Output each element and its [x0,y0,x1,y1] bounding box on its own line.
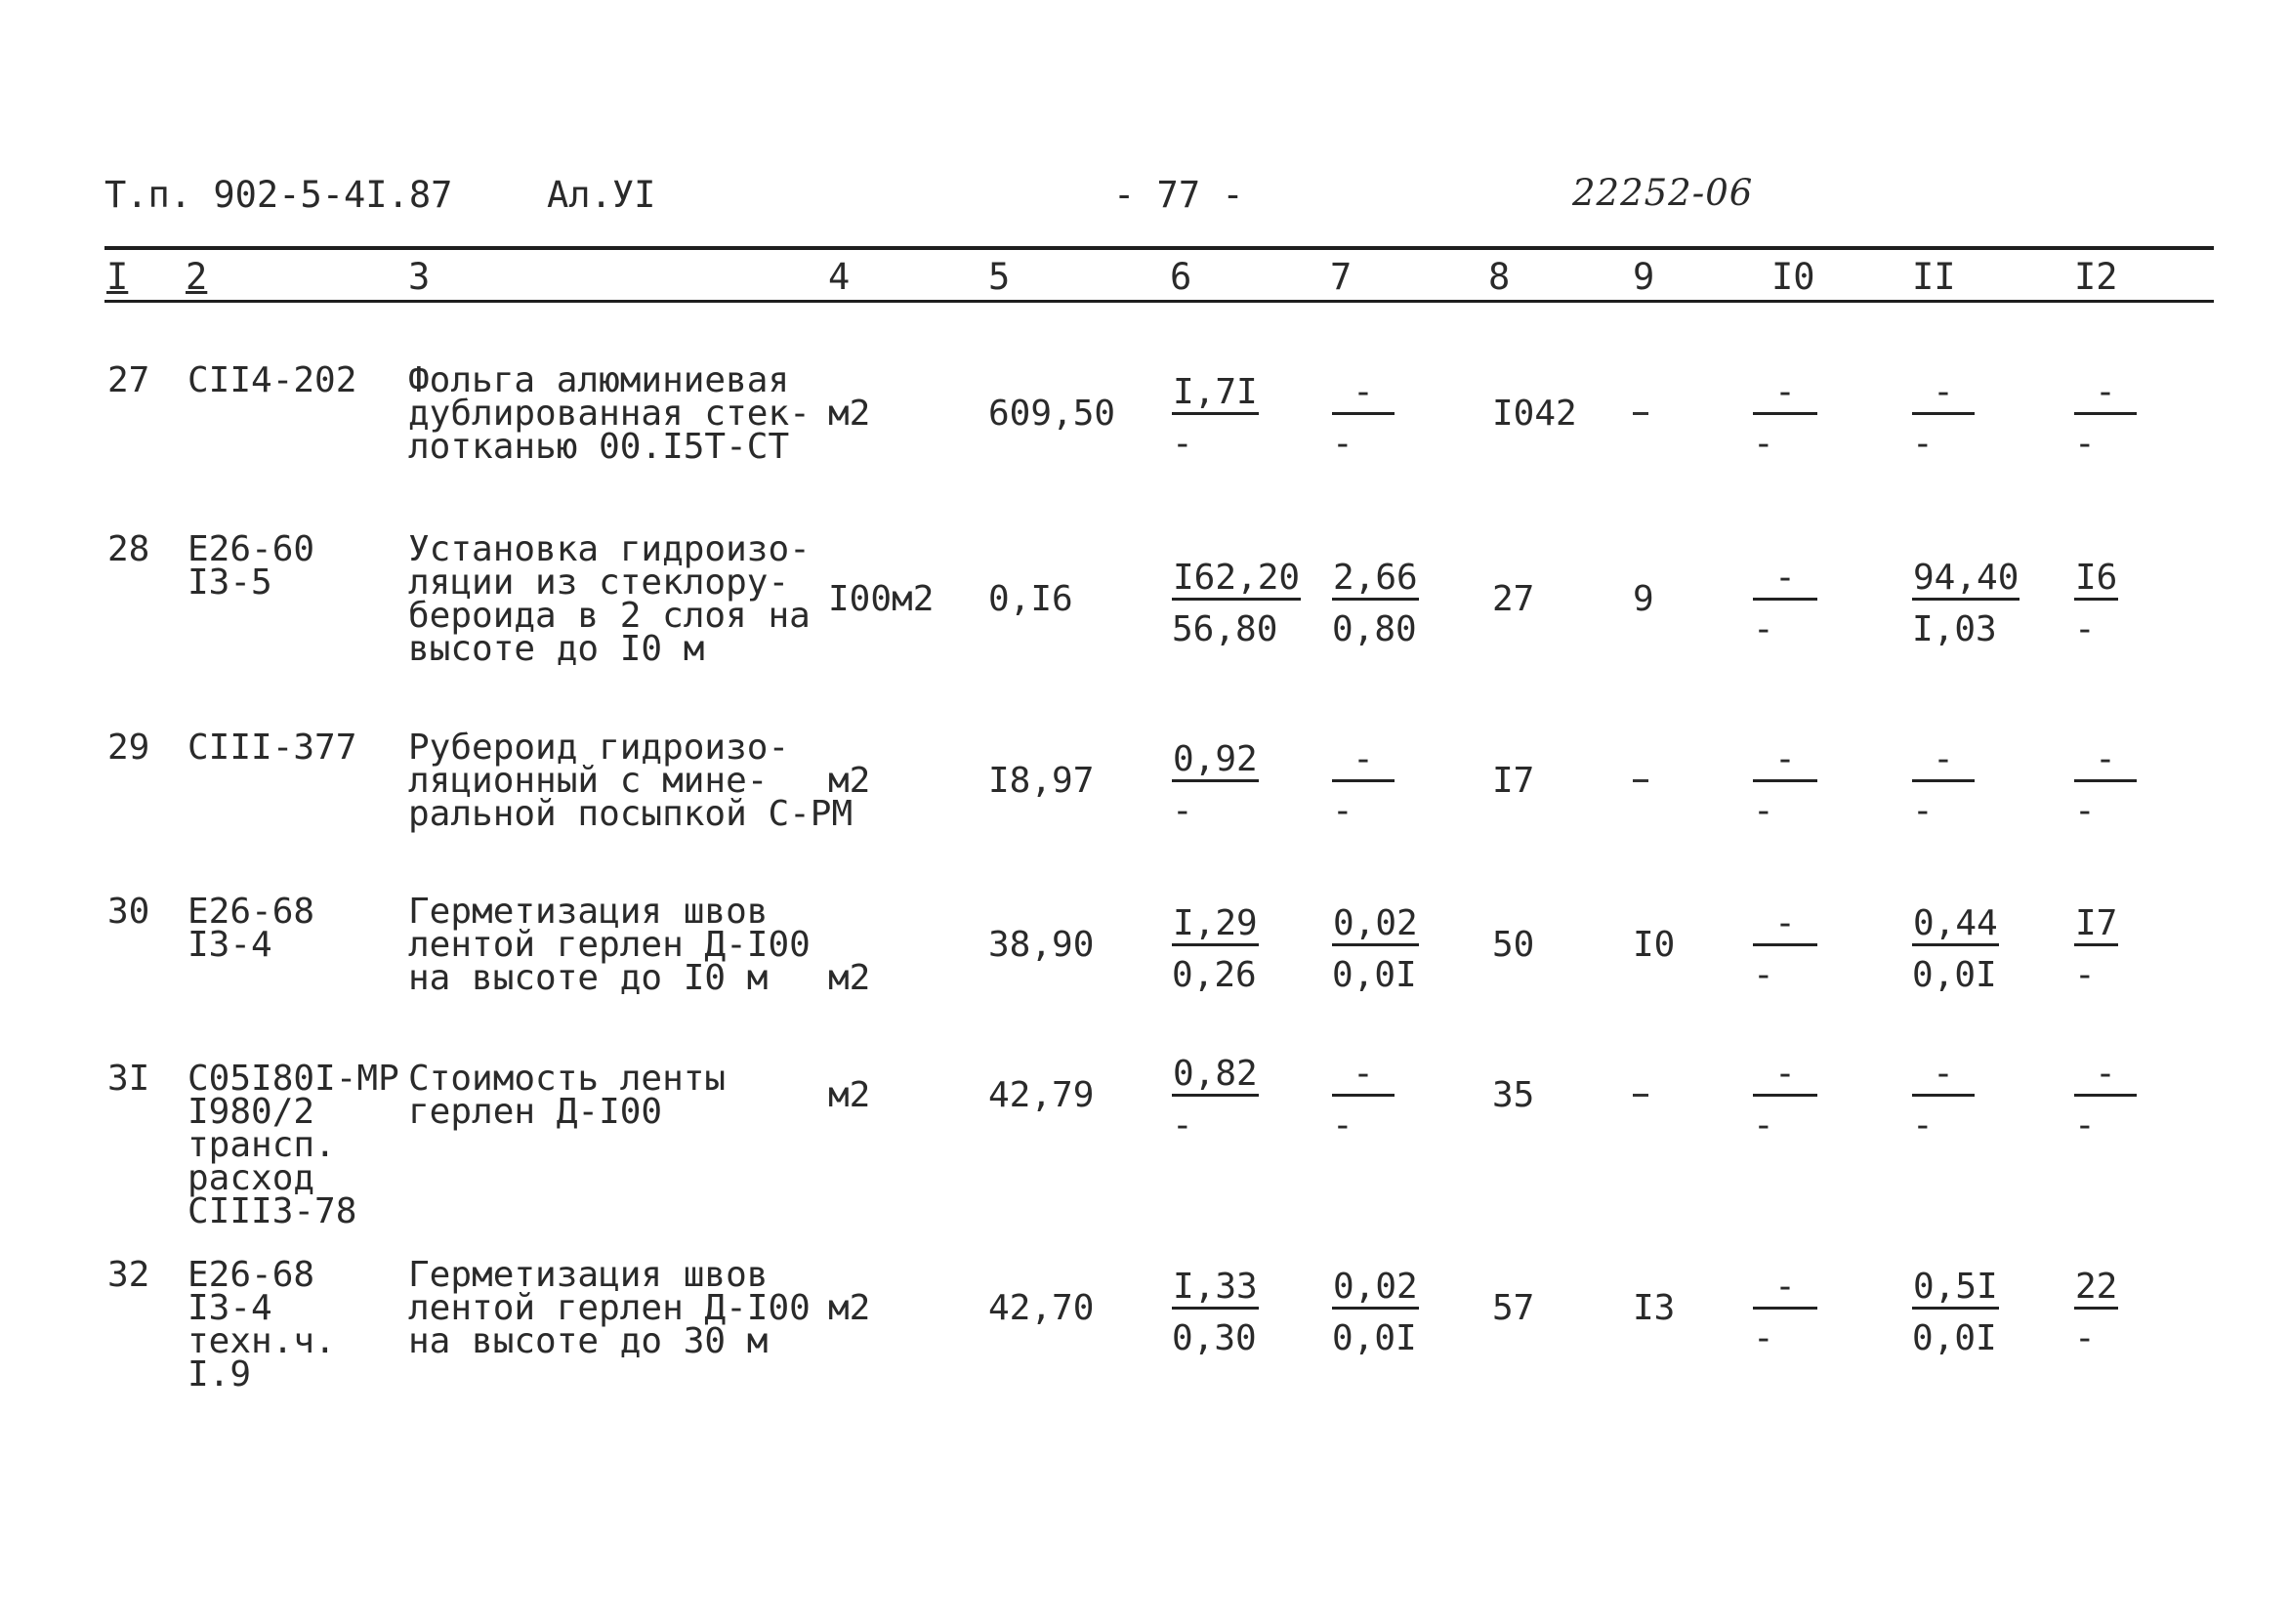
fraction-numerator: - [1332,1057,1395,1097]
fraction-denominator: 0,80 [1332,609,1417,649]
row-number: 27 [107,360,150,400]
row-number: 3I [107,1059,150,1099]
fraction-denominator: 0,0I [1332,955,1417,995]
fraction-cell-c6 [1172,558,1301,649]
rate-code: I980/2 [187,1092,315,1132]
column-header: 4 [828,256,851,298]
unit: м2 [828,1075,871,1115]
fraction-numerator: - [2074,1057,2137,1097]
fraction-cell-c12 [2074,558,2118,649]
fraction-numerator: 0,82 [1172,1057,1259,1097]
fraction-cell-c11 [1912,558,2019,649]
fraction-cell-c7 [1332,739,1395,831]
fraction-numerator: - [2074,375,2137,415]
rate-code: Е26-60 [187,529,315,569]
quantity: I8,97 [988,761,1095,801]
fraction-numerator: 0,92 [1172,742,1259,782]
work-description: на высоте до 30 м [408,1321,769,1361]
column-8-value: 57 [1492,1288,1535,1328]
fraction-denominator: - [2074,609,2096,649]
fraction-numerator: - [1753,1057,1817,1097]
unit: м2 [828,394,871,434]
quantity: 42,70 [988,1288,1095,1328]
fraction-cell-c7 [1332,1267,1419,1358]
fraction-numerator: - [1332,375,1395,415]
row-number: 29 [107,728,150,768]
fraction-cell-c6 [1172,1267,1259,1358]
column-9-dash [1633,412,1648,415]
fraction-numerator: I6 [2074,561,2118,601]
column-8-value: 35 [1492,1075,1535,1115]
column-9-value: I0 [1633,925,1676,965]
fraction-cell-c10 [1753,1267,1817,1358]
column-header: 2 [186,256,208,298]
fraction-numerator: 2,66 [1332,561,1419,601]
column-header-rule [104,300,2214,303]
fraction-cell-c10 [1753,1054,1817,1145]
column-header: I2 [2074,256,2118,298]
row-number: 30 [107,892,150,932]
work-description: Фольга алюминиевая [408,360,790,400]
column-header: II [1912,256,1956,298]
fraction-denominator: 56,80 [1172,609,1278,649]
fraction-numerator: I62,20 [1172,561,1301,601]
rate-code: I3-4 [187,1288,272,1328]
fraction-denominator: - [1912,791,1934,831]
fraction-cell-c12 [2074,1054,2137,1145]
fraction-denominator: - [1753,791,1774,831]
fraction-denominator: 0,0I [1332,1318,1417,1358]
fraction-denominator: - [1332,424,1353,464]
fraction-denominator: I,03 [1912,609,1997,649]
column-9-value: 9 [1633,579,1654,619]
fraction-denominator: - [1912,1105,1934,1145]
work-description: лентой герлен Д-I00 [408,925,811,965]
fraction-denominator: - [2074,791,2096,831]
fraction-denominator: 0,0I [1912,955,1997,995]
fraction-cell-c12 [2074,372,2137,464]
work-description: лентой герлен Д-I00 [408,1288,811,1328]
work-description: ральной посыпкой С-РМ [408,794,854,834]
row-number: 32 [107,1255,150,1295]
fraction-numerator: I,7I [1172,375,1259,415]
work-description: Установка гидроизо- [408,529,811,569]
column-8-value: 27 [1492,579,1535,619]
document-number: 22252-06 [1572,172,1754,214]
rate-code: Е26-68 [187,1255,315,1295]
top-rule [104,246,2214,250]
column-header: 9 [1633,256,1655,298]
rate-code: расход [187,1158,315,1198]
fraction-denominator: - [2074,1318,2096,1358]
fraction-numerator: 0,02 [1332,906,1419,946]
unit: м2 [828,958,871,998]
fraction-cell-c6 [1172,372,1259,464]
fraction-numerator: 22 [2074,1270,2118,1310]
rate-code: трансп. [187,1125,336,1165]
fraction-cell-c11 [1912,1054,1975,1145]
column-8-value: 50 [1492,925,1535,965]
fraction-cell-c7 [1332,372,1395,464]
unit: м2 [828,1288,871,1328]
fraction-denominator: - [1753,424,1774,464]
unit: м2 [828,761,871,801]
work-description: бероида в 2 слоя на [408,596,811,636]
fraction-numerator: - [1753,561,1817,601]
document-reference: Т.п. 902-5-4I.87 [104,174,453,216]
unit: I00м2 [828,579,935,619]
fraction-denominator: - [2074,1105,2096,1145]
column-header: I [106,256,129,298]
fraction-numerator: - [1753,742,1817,782]
fraction-cell-c6 [1172,739,1259,831]
rate-code: I.9 [187,1354,252,1395]
page-number: - 77 - [1113,174,1244,216]
quantity: 38,90 [988,925,1095,965]
fraction-numerator: I7 [2074,906,2118,946]
fraction-denominator: - [1172,424,1193,464]
fraction-numerator: - [1912,375,1975,415]
rate-code: CII4-202 [187,360,357,400]
column-9-dash [1633,779,1648,782]
work-description: ляции из стеклору- [408,562,790,603]
fraction-numerator: I,33 [1172,1270,1259,1310]
fraction-denominator: - [2074,424,2096,464]
fraction-cell-c12 [2074,1267,2118,1358]
fraction-cell-c7 [1332,1054,1395,1145]
fraction-numerator: - [1912,742,1975,782]
fraction-cell-c6 [1172,1054,1259,1145]
fraction-numerator: 0,44 [1912,906,1999,946]
work-description: ляционный с мине- [408,761,769,801]
column-header: 6 [1170,256,1192,298]
fraction-denominator: - [1753,609,1774,649]
row-number: 28 [107,529,150,569]
fraction-cell-c11 [1912,739,1975,831]
fraction-cell-c10 [1753,903,1817,995]
album-label: Ал.УI [547,174,656,216]
quantity: 609,50 [988,394,1116,434]
rate-code: CIII3-78 [187,1191,357,1231]
work-description: Герметизация швов [408,892,769,932]
work-description: высоте до I0 м [408,629,705,669]
fraction-denominator: - [2074,955,2096,995]
fraction-cell-c7 [1332,903,1419,995]
work-description: Стоимость ленты [408,1059,727,1099]
work-description: дублированная стек- [408,394,811,434]
fraction-numerator: - [1753,375,1817,415]
rate-code: I3-5 [187,562,272,603]
column-9-value: I3 [1633,1288,1676,1328]
column-header: 7 [1330,256,1353,298]
fraction-numerator: - [1912,1057,1975,1097]
fraction-cell-c10 [1753,558,1817,649]
fraction-denominator: 0,26 [1172,955,1257,995]
fraction-numerator: 0,02 [1332,1270,1419,1310]
work-description: лотканью 00.I5Т-СТ [408,427,790,467]
fraction-numerator: I,29 [1172,906,1259,946]
fraction-numerator: 94,40 [1912,561,2019,601]
fraction-cell-c12 [2074,739,2137,831]
quantity: 42,79 [988,1075,1095,1115]
rate-code: техн.ч. [187,1321,336,1361]
quantity: 0,I6 [988,579,1073,619]
column-8-value: I042 [1492,394,1577,434]
fraction-cell-c11 [1912,903,1999,995]
fraction-cell-c7 [1332,558,1419,649]
column-header: 8 [1488,256,1511,298]
fraction-denominator: - [1332,791,1353,831]
rate-code: CIII-377 [187,728,357,768]
column-header: 3 [408,256,431,298]
fraction-denominator: - [1753,1318,1774,1358]
rate-code: C05I80I-MP [187,1059,399,1099]
fraction-denominator: - [1172,1105,1193,1145]
fraction-cell-c11 [1912,372,1975,464]
fraction-denominator: - [1332,1105,1353,1145]
fraction-cell-c11 [1912,1267,1999,1358]
fraction-denominator: - [1753,1105,1774,1145]
fraction-numerator: - [1753,1270,1817,1310]
column-9-dash [1633,1094,1648,1097]
fraction-numerator: - [1753,906,1817,946]
rate-code: Е26-68 [187,892,315,932]
work-description: Рубероид гидроизо- [408,728,790,768]
rate-code: I3-4 [187,925,272,965]
fraction-cell-c12 [2074,903,2118,995]
work-description: герлен Д-I00 [408,1092,663,1132]
work-description: Герметизация швов [408,1255,769,1295]
fraction-denominator: 0,0I [1912,1318,1997,1358]
fraction-numerator: - [1332,742,1395,782]
fraction-denominator: 0,30 [1172,1318,1257,1358]
column-header: I0 [1771,256,1815,298]
fraction-denominator: - [1912,424,1934,464]
column-8-value: I7 [1492,761,1535,801]
column-header: 5 [988,256,1011,298]
fraction-numerator: 0,5I [1912,1270,1999,1310]
fraction-cell-c10 [1753,372,1817,464]
fraction-cell-c6 [1172,903,1259,995]
work-description: на высоте до I0 м [408,958,769,998]
fraction-denominator: - [1172,791,1193,831]
fraction-denominator: - [1753,955,1774,995]
fraction-numerator: - [2074,742,2137,782]
fraction-cell-c10 [1753,739,1817,831]
